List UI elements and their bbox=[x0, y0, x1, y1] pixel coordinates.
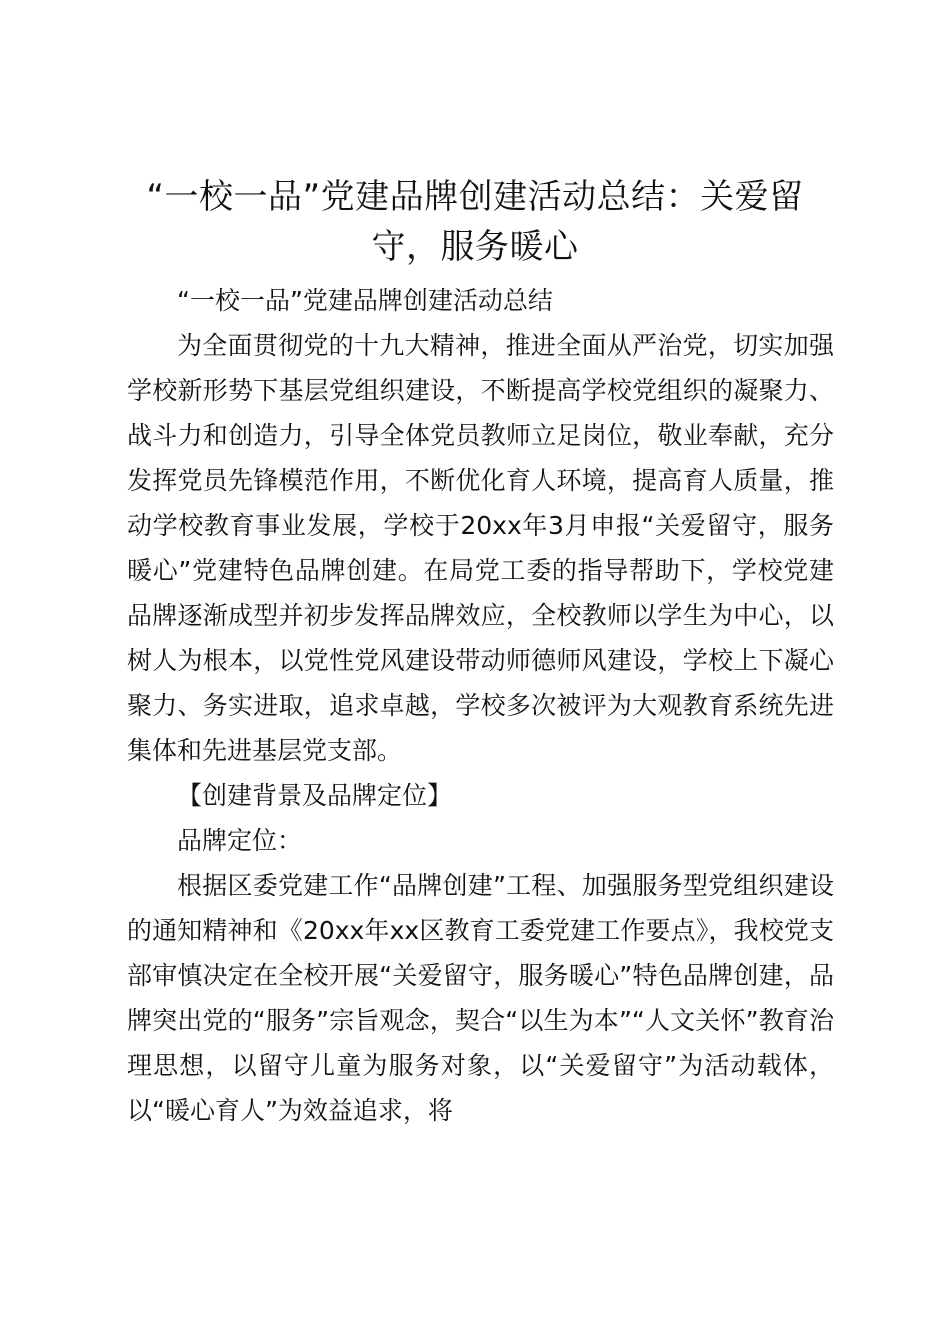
brand-positioning-paragraph: 根据区委党建工作“品牌创建”工程、加强服务型党组织建设的通知精神和《20xx年xx区教育工委党建工作要点》，我校党支部审慎决定在全校开展“关爱留守，服务暖心”特色品牌创建，品牌突出党的“服务”宗旨观念，契合“以生为本”“人文关怀”教育治理思想，以留守儿童为服务对象，以“关爱留守”为活动载体，以“暖心育人”为效益追求，将 bbox=[127, 871, 834, 1125]
section-heading-background: 【创建背景及品牌定位】 bbox=[177, 781, 453, 810]
brand-positioning-label: 品牌定位： bbox=[177, 826, 303, 855]
document-body bbox=[127, 278, 834, 1133]
subtitle-paragraph: “一校一品”党建品牌创建活动总结 bbox=[177, 286, 553, 315]
document-title: “一校一品”党建品牌创建活动总结：关爱留守，服务暖心 bbox=[146, 177, 804, 267]
intro-paragraph: 为全面贯彻党的十九大精神，推进全面从严治党，切实加强学校新形势下基层党组织建设，不断提高学校党组织的凝聚力、战斗力和创造力，引导全体党员教师立足岗位，敬业奉献，充分发挥党员先锋模范作用，不断优化育人环境，提高育人质量，推动学校教育事业发展，学校于20xx年3月申报“关爱留守，服务暖心”党建特色品牌创建。在局党工委的指导帮助下，学校党建品牌逐渐成型并初步发挥品牌效应，全校教师以学生为中心，以树人为根本，以党性党风建设带动师德师风建设，学校上下凝心聚力、务实进取，追求卓越，学校多次被评为大观教育系统先进集体和先进基层党支部。 bbox=[127, 331, 834, 765]
